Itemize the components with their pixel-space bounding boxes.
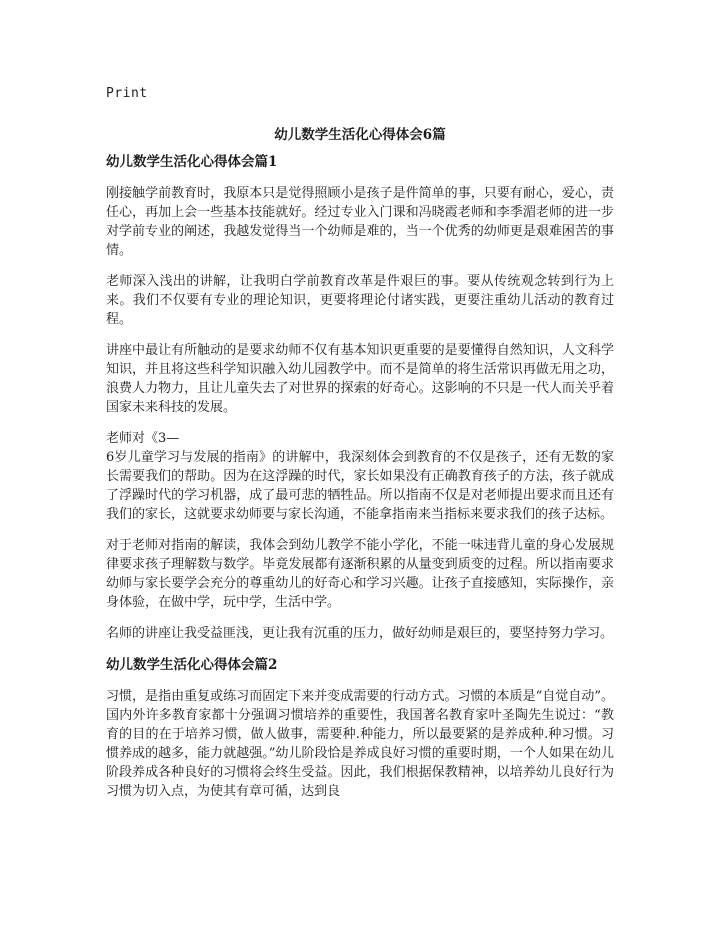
section-2 (106, 655, 614, 801)
paragraph: 老师对《3— (106, 431, 180, 446)
document-body (106, 152, 614, 813)
paragraph: 名师的讲座让我受益匪浅，更让我有沉重的压力，做好幼师是艰巨的，要坚持努力学习。 (106, 626, 614, 641)
section-1 (106, 152, 614, 643)
paragraph: 习惯，是指由重复或练习而固定下来并变成需要的行动方式。习惯的本质是“自觉自动”。国内外许多教育家都十分强调习惯培养的重要性，我国著名教育家叶圣陶先生说过：“教育的目的在于培养习惯，做人做事，需要种.种能力，所以最要紧的是养成种.种习惯。习惯养成的越多，能力就越强。”幼儿阶段恰是养成良好习惯的重要时期，一个人如果在幼儿阶段养成各种良好的习惯将会终生受益。因此，我们根据保教精神，以培养幼儿良好行为习惯为切入点，为使其有章可循，达到良 (106, 689, 614, 799)
paragraph: 讲座中最让有所触动的是要求幼师不仅有基本知识更重要的是要懂得自然知识，人文科学知识，并且将这些科学知识融入幼儿园教学中。而不是简单的将生活常识再做无用之功，浪费人力物力，且让儿童失去了对世界的探索的好奇心。这影响的不只是一代人而关乎着国家未来科技的发展。 (106, 343, 614, 415)
paragraph: 老师深入浅出的讲解，让我明白学前教育改革是件艰巨的事。要从传统观念转到行为上来。我们不仅要有专业的理论知识，更要将理论付诸实践，更要注重幼儿活动的教育过程。 (106, 274, 614, 327)
paragraph: 对于老师对指南的解读，我体会到幼儿教学不能小学化，不能一味违背儿童的身心发展规律要求孩子理解数与数学。毕竟发展都有逐渐积累的从量变到质变的过程。所以指南要求幼师与家长要学会充分的尊重幼儿的好奇心和学习兴趣。让孩子直接感知，实际操作，亲身体验，在做中学，玩中学，生活中学。 (106, 538, 614, 610)
section-heading: 幼儿数学生活化心得体会篇1 (106, 154, 278, 170)
paragraph: 刚接触学前教育时，我原本只是觉得照顾小是孩子是件简单的事，只要有耐心，爱心，责任心，再加上会一些基本技能就好。经过专业入门课和冯晓霞老师和李季湄老师的进一步对学前专业的阐述，我越发觉得当一个幼师是难的，当一个优秀的幼师更是艰难困苦的事情。 (106, 186, 614, 258)
document-title: 幼儿数学生活化心得体会6篇 (274, 127, 446, 143)
section-heading: 幼儿数学生活化心得体会篇2 (106, 657, 278, 673)
print-link[interactable]: Print (106, 86, 148, 101)
paragraph: 6岁儿童学习与发展的指南》的讲解中，我深刻体会到教育的不仅是孩子，还有无数的家长需要我们的帮助。因为在这浮躁的时代，家长如果没有正确教育孩子的方法，孩子就成了浮躁时代的学习机器，成了最可悲的牺牲品。所以指南不仅是对老师提出要求而且还有我们的家长，这就要求幼师要与家长沟通，不能拿指南来当指标来要求我们的孩子达标。 (106, 450, 614, 522)
